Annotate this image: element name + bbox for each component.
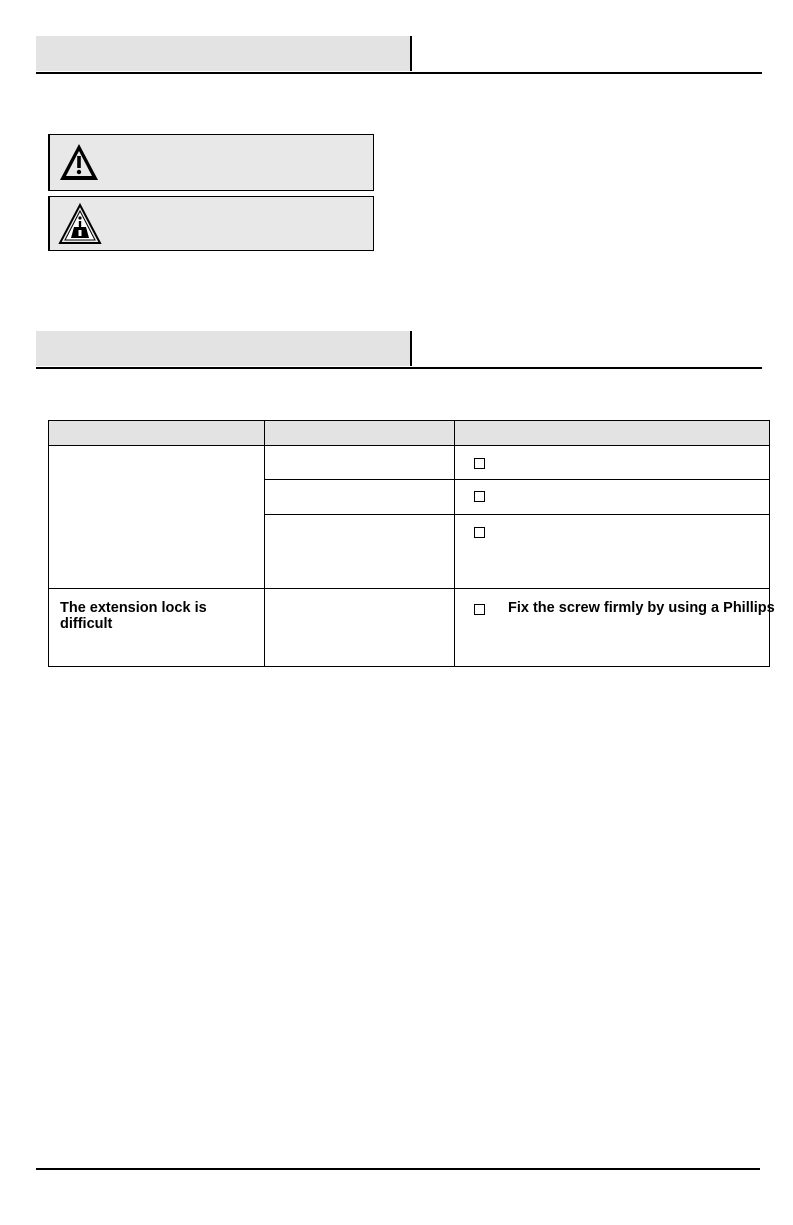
solution-cell xyxy=(455,446,770,480)
checkbox-icon xyxy=(474,458,485,469)
warning-triangle-icon xyxy=(58,141,100,188)
column-header-solution xyxy=(455,421,770,446)
cause-cell xyxy=(265,589,455,667)
table-row xyxy=(49,589,770,667)
table-header-row xyxy=(49,421,770,446)
solution-text: Fix the screw firmly by using a Phillips xyxy=(508,600,775,616)
cause-cell xyxy=(265,515,455,589)
checkbox-icon xyxy=(474,527,485,538)
checkbox-icon xyxy=(474,491,485,502)
solution-cell xyxy=(455,515,770,589)
caution-box xyxy=(48,196,374,251)
column-header-problem xyxy=(49,421,265,446)
column-header-cause xyxy=(265,421,455,446)
caution-person-triangle-icon xyxy=(58,203,102,250)
solution-cell xyxy=(455,589,775,667)
cause-cell xyxy=(265,480,455,515)
section-tab xyxy=(36,331,412,366)
warning-box xyxy=(48,134,374,191)
problem-cell xyxy=(49,446,265,589)
checkbox-icon xyxy=(474,604,485,615)
troubleshooting-table xyxy=(48,420,775,667)
cause-cell xyxy=(265,446,455,480)
section-header-troubleshooting xyxy=(36,331,762,369)
section-tab xyxy=(36,36,412,71)
section-header-safety xyxy=(36,36,762,74)
table-row xyxy=(49,446,770,480)
solution-cell xyxy=(455,480,770,515)
problem-cell: The extension lock is difficult xyxy=(49,589,265,667)
footer-divider xyxy=(36,1168,760,1170)
